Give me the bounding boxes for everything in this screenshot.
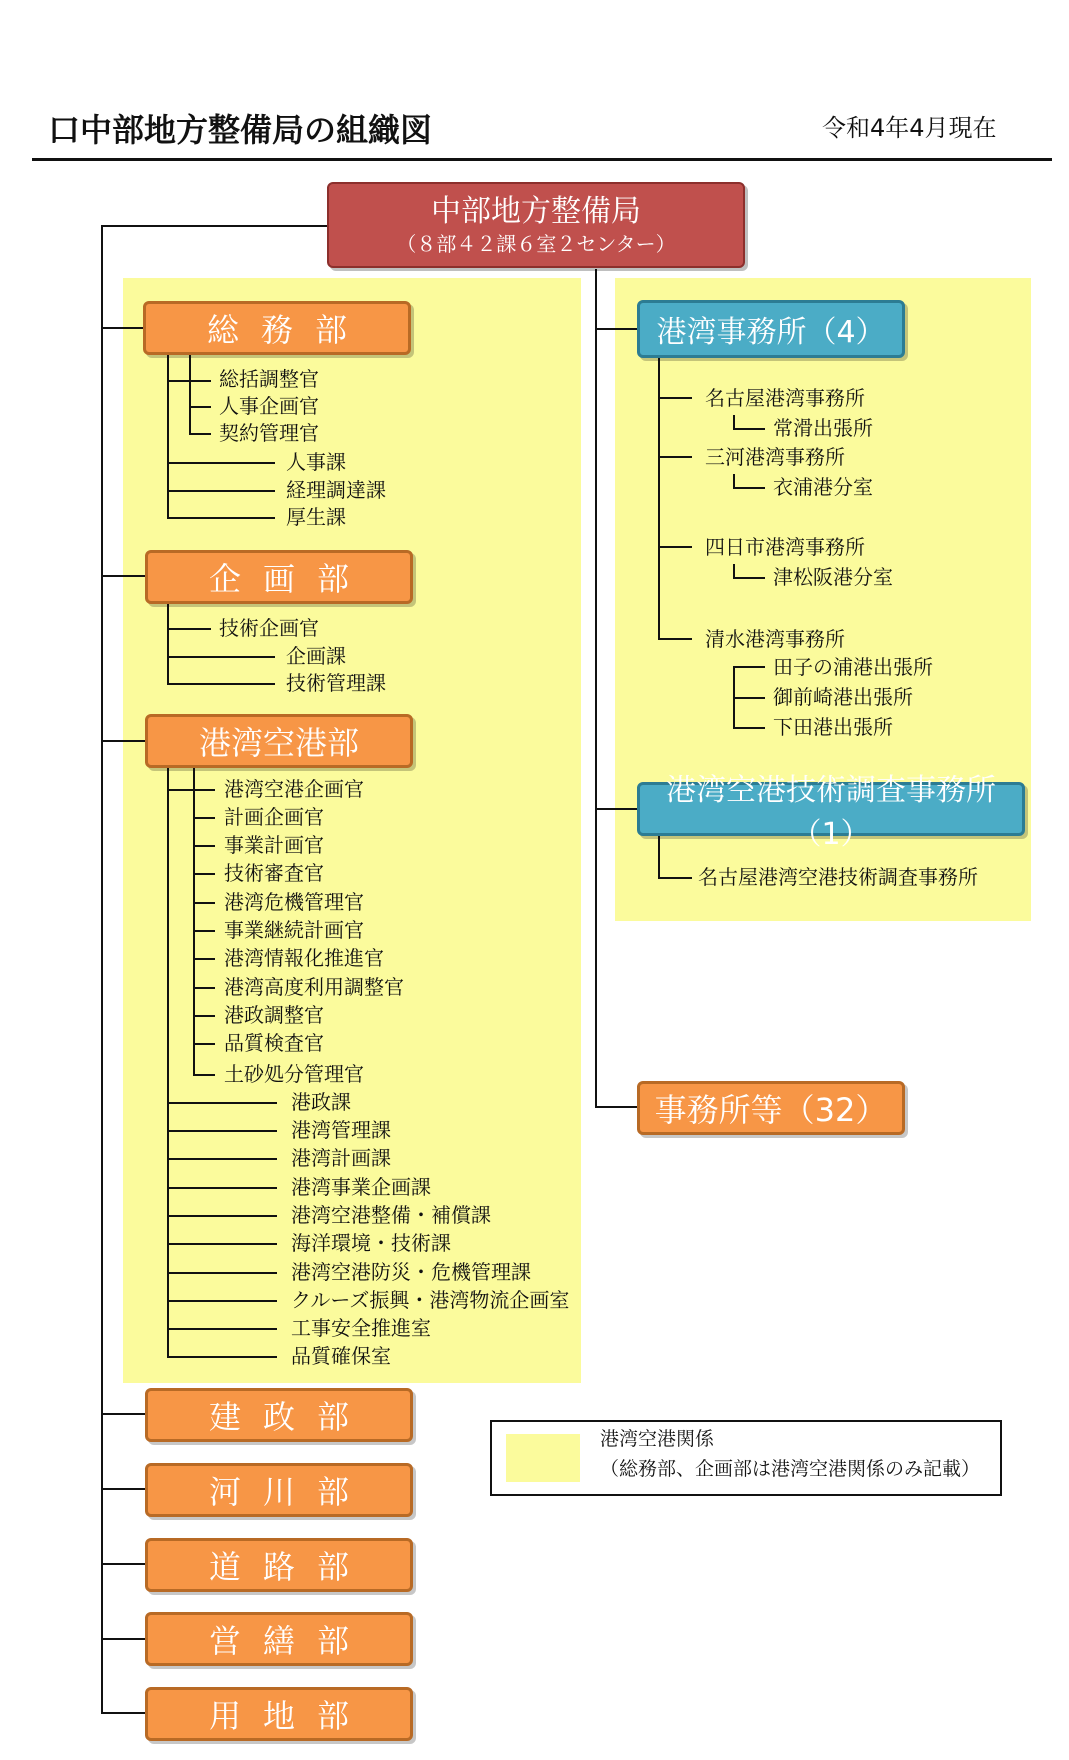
connector bbox=[595, 808, 637, 810]
list-item: 技術管理課 bbox=[286, 671, 386, 695]
left-trunk-top bbox=[101, 225, 327, 227]
tick bbox=[733, 727, 765, 729]
port-offices-branch-line bbox=[658, 358, 660, 639]
list-item: 事業計画官 bbox=[224, 833, 324, 857]
tick bbox=[658, 877, 692, 879]
list-item: 技術企画官 bbox=[219, 616, 319, 640]
list-item: 経理調達課 bbox=[286, 478, 386, 502]
connector bbox=[101, 575, 145, 577]
list-item: 下田港出張所 bbox=[773, 715, 893, 739]
list-item: 港湾空港防災・危機管理課 bbox=[291, 1260, 531, 1284]
tick bbox=[193, 958, 215, 960]
department-kensei: 建政部 bbox=[145, 1388, 413, 1442]
list-item: 港湾空港整備・補償課 bbox=[291, 1203, 491, 1227]
department-kasen: 河川部 bbox=[145, 1463, 413, 1517]
list-item: 田子の浦港出張所 bbox=[773, 655, 933, 679]
list-item: 計画企画官 bbox=[224, 805, 324, 829]
connector bbox=[101, 1638, 145, 1640]
tick bbox=[658, 836, 660, 878]
list-item: 清水港湾事務所 bbox=[705, 627, 845, 651]
department-eizen: 営繕部 bbox=[145, 1612, 413, 1666]
connector bbox=[101, 1488, 145, 1490]
list-item: 港政課 bbox=[291, 1090, 351, 1114]
root-sub: （８部４２課６室２センター） bbox=[396, 232, 676, 256]
tick bbox=[658, 546, 692, 548]
tick bbox=[733, 487, 765, 489]
tick bbox=[189, 406, 211, 408]
tick bbox=[167, 1130, 277, 1132]
connector bbox=[595, 1106, 637, 1108]
page-title: 口中部地方整備局の組織図 bbox=[48, 111, 433, 149]
department-soumu: 総務部 bbox=[143, 301, 411, 355]
legend-label: 港湾空港関係 bbox=[600, 1428, 715, 1450]
as-of-date: 令和4年4月現在 bbox=[822, 114, 997, 142]
tick bbox=[167, 1102, 277, 1104]
tick bbox=[193, 1074, 215, 1076]
offices-box: 事務所等（32） bbox=[637, 1081, 905, 1135]
list-item: 技術審査官 bbox=[224, 861, 324, 885]
list-item: 名古屋港湾事務所 bbox=[705, 386, 865, 410]
connector bbox=[101, 1413, 145, 1415]
list-item: 衣浦港分室 bbox=[773, 475, 873, 499]
list-item: 港湾高度利用調整官 bbox=[224, 975, 404, 999]
tick bbox=[658, 456, 692, 458]
tick bbox=[167, 1356, 277, 1358]
tick bbox=[189, 433, 211, 435]
research-office-box: 港湾空港技術調査事務所（1） bbox=[637, 782, 1025, 836]
tick bbox=[193, 845, 215, 847]
department-kikaku: 企画部 bbox=[145, 550, 413, 604]
list-item: 名古屋港湾空港技術調査事務所 bbox=[698, 865, 978, 889]
list-item: クルーズ振興・港湾物流企画室 bbox=[291, 1288, 570, 1312]
list-item: 港湾事業企画課 bbox=[291, 1175, 431, 1199]
list-item: 四日市港湾事務所 bbox=[705, 535, 865, 559]
connector bbox=[595, 328, 637, 330]
list-item: 港湾管理課 bbox=[291, 1118, 391, 1142]
tick bbox=[167, 490, 275, 492]
list-item: 人事課 bbox=[286, 450, 346, 474]
soumu-officer-line bbox=[189, 355, 191, 434]
tick bbox=[193, 873, 215, 875]
tick bbox=[193, 817, 215, 819]
tick bbox=[193, 902, 215, 904]
list-item: 港湾情報化推進官 bbox=[224, 946, 384, 970]
list-item: 御前崎港出張所 bbox=[773, 685, 913, 709]
tick bbox=[733, 697, 765, 699]
tick bbox=[733, 428, 765, 430]
tick bbox=[167, 380, 211, 382]
tick bbox=[167, 1272, 277, 1274]
list-item: 品質確保室 bbox=[291, 1344, 391, 1368]
root-node bbox=[327, 182, 745, 268]
tick bbox=[733, 415, 735, 429]
connector bbox=[101, 1712, 145, 1714]
right-trunk-line bbox=[595, 269, 597, 1107]
list-item: 総括調整官 bbox=[219, 367, 319, 391]
tick bbox=[167, 1243, 277, 1245]
department-douro: 道路部 bbox=[145, 1538, 413, 1592]
tick bbox=[193, 1043, 215, 1045]
tick bbox=[733, 564, 735, 578]
tick bbox=[193, 1015, 215, 1017]
tick bbox=[733, 577, 765, 579]
tick bbox=[167, 462, 275, 464]
tick bbox=[193, 987, 215, 989]
tick bbox=[167, 789, 215, 791]
tick bbox=[167, 1158, 277, 1160]
connector bbox=[101, 1563, 145, 1565]
list-item: 三河港湾事務所 bbox=[705, 445, 845, 469]
tick bbox=[658, 397, 692, 399]
port-offices-box: 港湾事務所（4） bbox=[637, 300, 905, 358]
list-item: 海洋環境・技術課 bbox=[291, 1231, 451, 1255]
title-rule bbox=[32, 158, 1052, 161]
kouwan-branch-line bbox=[167, 768, 169, 1357]
legend-note: （総務部、企画部は港湾空港関係のみ記載） bbox=[600, 1458, 981, 1480]
list-item: 土砂処分管理官 bbox=[224, 1062, 364, 1086]
tick bbox=[167, 1328, 277, 1330]
list-item: 品質検査官 bbox=[224, 1031, 324, 1055]
list-item: 事業継続計画官 bbox=[224, 918, 364, 942]
list-item: 工事安全推進室 bbox=[291, 1316, 431, 1340]
department-youchi: 用地部 bbox=[145, 1687, 413, 1741]
connector bbox=[101, 327, 145, 329]
kikaku-branch-line bbox=[167, 604, 169, 684]
tick bbox=[167, 1215, 277, 1217]
list-item: 契約管理官 bbox=[219, 421, 319, 445]
tick bbox=[193, 930, 215, 932]
list-item: 企画課 bbox=[286, 644, 346, 668]
connector bbox=[101, 740, 145, 742]
tick bbox=[167, 628, 211, 630]
list-item: 人事企画官 bbox=[219, 394, 319, 418]
tick bbox=[167, 517, 275, 519]
legend-swatch bbox=[506, 1434, 580, 1482]
root-name: 中部地方整備局 bbox=[431, 194, 641, 229]
list-item: 港湾計画課 bbox=[291, 1146, 391, 1170]
tick bbox=[167, 683, 275, 685]
list-item: 常滑出張所 bbox=[773, 416, 873, 440]
tick bbox=[167, 1187, 277, 1189]
department-kouwan-kuukou: 港湾空港部 bbox=[145, 714, 413, 768]
tick bbox=[733, 474, 735, 488]
list-item: 港政調整官 bbox=[224, 1003, 324, 1027]
tick bbox=[658, 638, 692, 640]
list-item: 厚生課 bbox=[286, 505, 346, 529]
kouwan-officer-line bbox=[193, 768, 195, 1075]
tick bbox=[167, 656, 275, 658]
tick bbox=[167, 1300, 277, 1302]
tick bbox=[733, 666, 765, 668]
list-item: 港湾危機管理官 bbox=[224, 890, 364, 914]
list-item: 港湾空港企画官 bbox=[224, 777, 364, 801]
list-item: 津松阪港分室 bbox=[773, 565, 893, 589]
